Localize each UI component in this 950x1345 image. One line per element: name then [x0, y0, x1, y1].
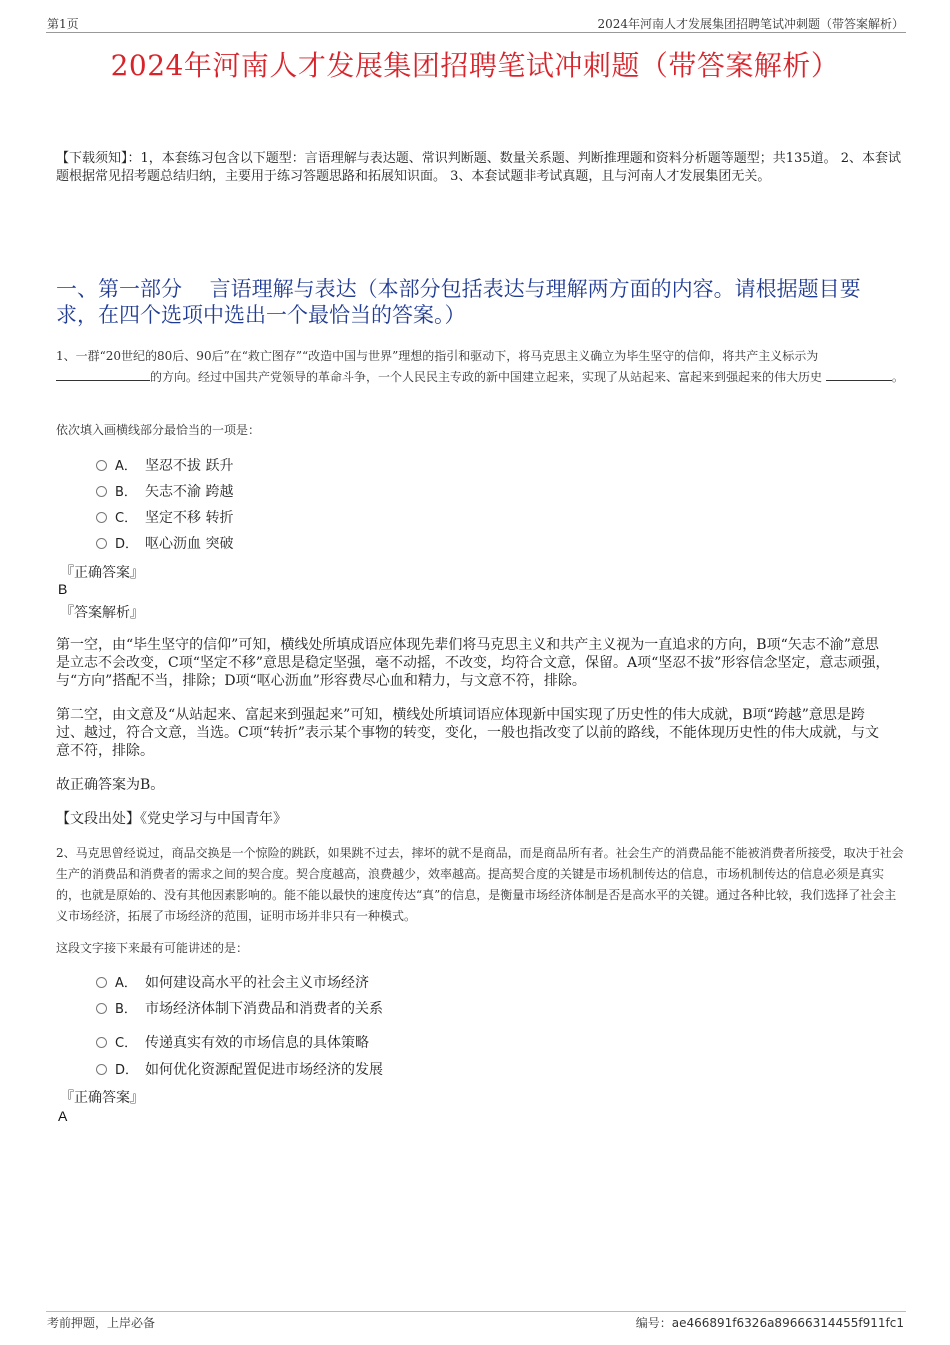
question-1-source: 【文段出处】《党史学习与中国青年》: [56, 811, 287, 827]
header-doc-title: 2024年河南人才发展集团招聘笔试冲刺题（带答案解析）: [597, 17, 904, 31]
radio-icon[interactable]: [96, 460, 107, 471]
radio-icon[interactable]: [96, 512, 107, 523]
question-2-stem: 2、马克思曾经说过，商品交换是一个惊险的跳跃，如果跳不过去，摔坏的就不是商品，而是商品所有者。社会生产的消费品能不能被消费者所接受，取决于社会生产的消费品和消费者的需求之间的契合度。契合度越高，浪费越少，效率越高。提高契合度的关键是市场机制传达的信息，市场机制传达的信息必须是真实的，也就是原始的、没有其他因素影响的。能不能以最快的速度传达“真”的信息，是衡量市场经济体制是否是高水平的关键。通过各种比较，我们选择了社会主义市场经济，拓展了市场经济的范围，证明市场并非只有一种模式。: [56, 846, 904, 923]
radio-icon[interactable]: [96, 977, 107, 988]
footer-doc-id: 编号：ae466891f6326a89666314455f911fc1: [635, 1316, 904, 1330]
question-1-text-a: 1、一群“20世纪的80后、90后”在“救亡图存”“改造中国与世界”理想的指引和驱动下，将马克思主义确立为毕生坚守的信仰，将共产主义标示为: [56, 349, 819, 363]
radio-icon[interactable]: [96, 538, 107, 549]
page-title: 2024年河南人才发展集团招聘笔试冲刺题（带答案解析）: [110, 49, 840, 82]
footer-divider: [46, 1311, 906, 1312]
radio-icon[interactable]: [96, 1064, 107, 1075]
question-1-text-b: 的方向。经过中国共产党领导的革命斗争，一个人民民主专政的新中国建立起来，实现了从站起来、富起来到强起来的伟大历史: [150, 370, 823, 384]
question-1-option-b[interactable]: B． 矢志不渝 跨越: [96, 482, 233, 502]
question-1-analysis-2: 第二空，由文意及“从站起来、富起来到强起来”可知，横线处所填词语应体现新中国实现了历史性的伟大成就，B项“跨越”意思是跨过、越过，符合文意，当选。C项“转折”表示某个事物的转变，变化，一般也指改变了以前的路线，不能体现历史性的伟大成就，与文意不符，排除。: [56, 707, 880, 759]
question-2-answer: A: [58, 1108, 68, 1124]
question-1-text-c: 。: [891, 370, 904, 384]
question-1-blank-2: [826, 368, 892, 381]
download-notice: 【下载须知】：1，本套练习包含以下题型：言语理解与表达题、常识判断题、数量关系题、判断推理题和资料分析题等题型；共135道。 2、本套试题根据常见招考题总结归纳，主要用于练习答题思路和拓展知识面。 3、本套试题非考试真题，且与河南人才发展集团无关。: [56, 151, 901, 184]
question-1-analysis-1: 第一空，由“毕生坚守的信仰”可知，横线处所填成语应体现先辈们将马克思主义和共产主义视为一直追求的方向，B项“矢志不渝”意思是立志不会改变，C项“坚定不移”意思是稳定坚强，毫不动摇，不改变，均符合文意，保留。A项“坚忍不拔”形容信念坚定，意志顽强，与“方向”搭配不当，排除；D项“呕心沥血”形容费尽心血和精力，与文意不符，排除。: [56, 637, 890, 689]
question-2-option-d[interactable]: D． 如何优化资源配置促进市场经济的发展: [96, 1060, 383, 1080]
footer-slogan: 考前押题，上岸必备: [47, 1316, 156, 1330]
question-2-option-b[interactable]: B． 市场经济体制下消费品和消费者的关系: [96, 999, 383, 1019]
question-1-answer: B: [58, 581, 68, 597]
radio-icon[interactable]: [96, 486, 107, 497]
question-1-option-d[interactable]: D． 呕心沥血 突破: [96, 534, 233, 554]
radio-icon[interactable]: [96, 1037, 107, 1048]
page-number: 第1页: [47, 17, 79, 31]
question-1-answer-label: 『正确答案』: [60, 565, 144, 581]
section-heading: 一、第一部分 言语理解与表达（本部分包括表达与理解两方面的内容。请根据题目要求，在四个选项中选出一个最恰当的答案。）: [56, 277, 861, 327]
question-1-stem: [56, 346, 906, 388]
question-1-prompt: 依次填入画横线部分最恰当的一项是：: [56, 423, 261, 437]
question-1-option-a[interactable]: A． 坚忍不拔 跃升: [96, 456, 233, 476]
question-1-option-c[interactable]: C． 坚定不移 转折: [96, 508, 233, 528]
header-divider: [46, 32, 906, 33]
question-1-analysis-3: 故正确答案为B。: [56, 777, 165, 793]
radio-icon[interactable]: [96, 1003, 107, 1014]
question-2-answer-label: 『正确答案』: [60, 1090, 144, 1106]
question-2-prompt: 这段文字接下来最有可能讲述的是：: [56, 941, 249, 955]
question-1-analysis-label: 『答案解析』: [60, 605, 144, 621]
question-2-option-a[interactable]: A． 如何建设高水平的社会主义市场经济: [96, 973, 369, 993]
question-2-option-c[interactable]: C． 传递真实有效的市场信息的具体策略: [96, 1033, 369, 1053]
question-1-blank-1: [56, 368, 150, 381]
